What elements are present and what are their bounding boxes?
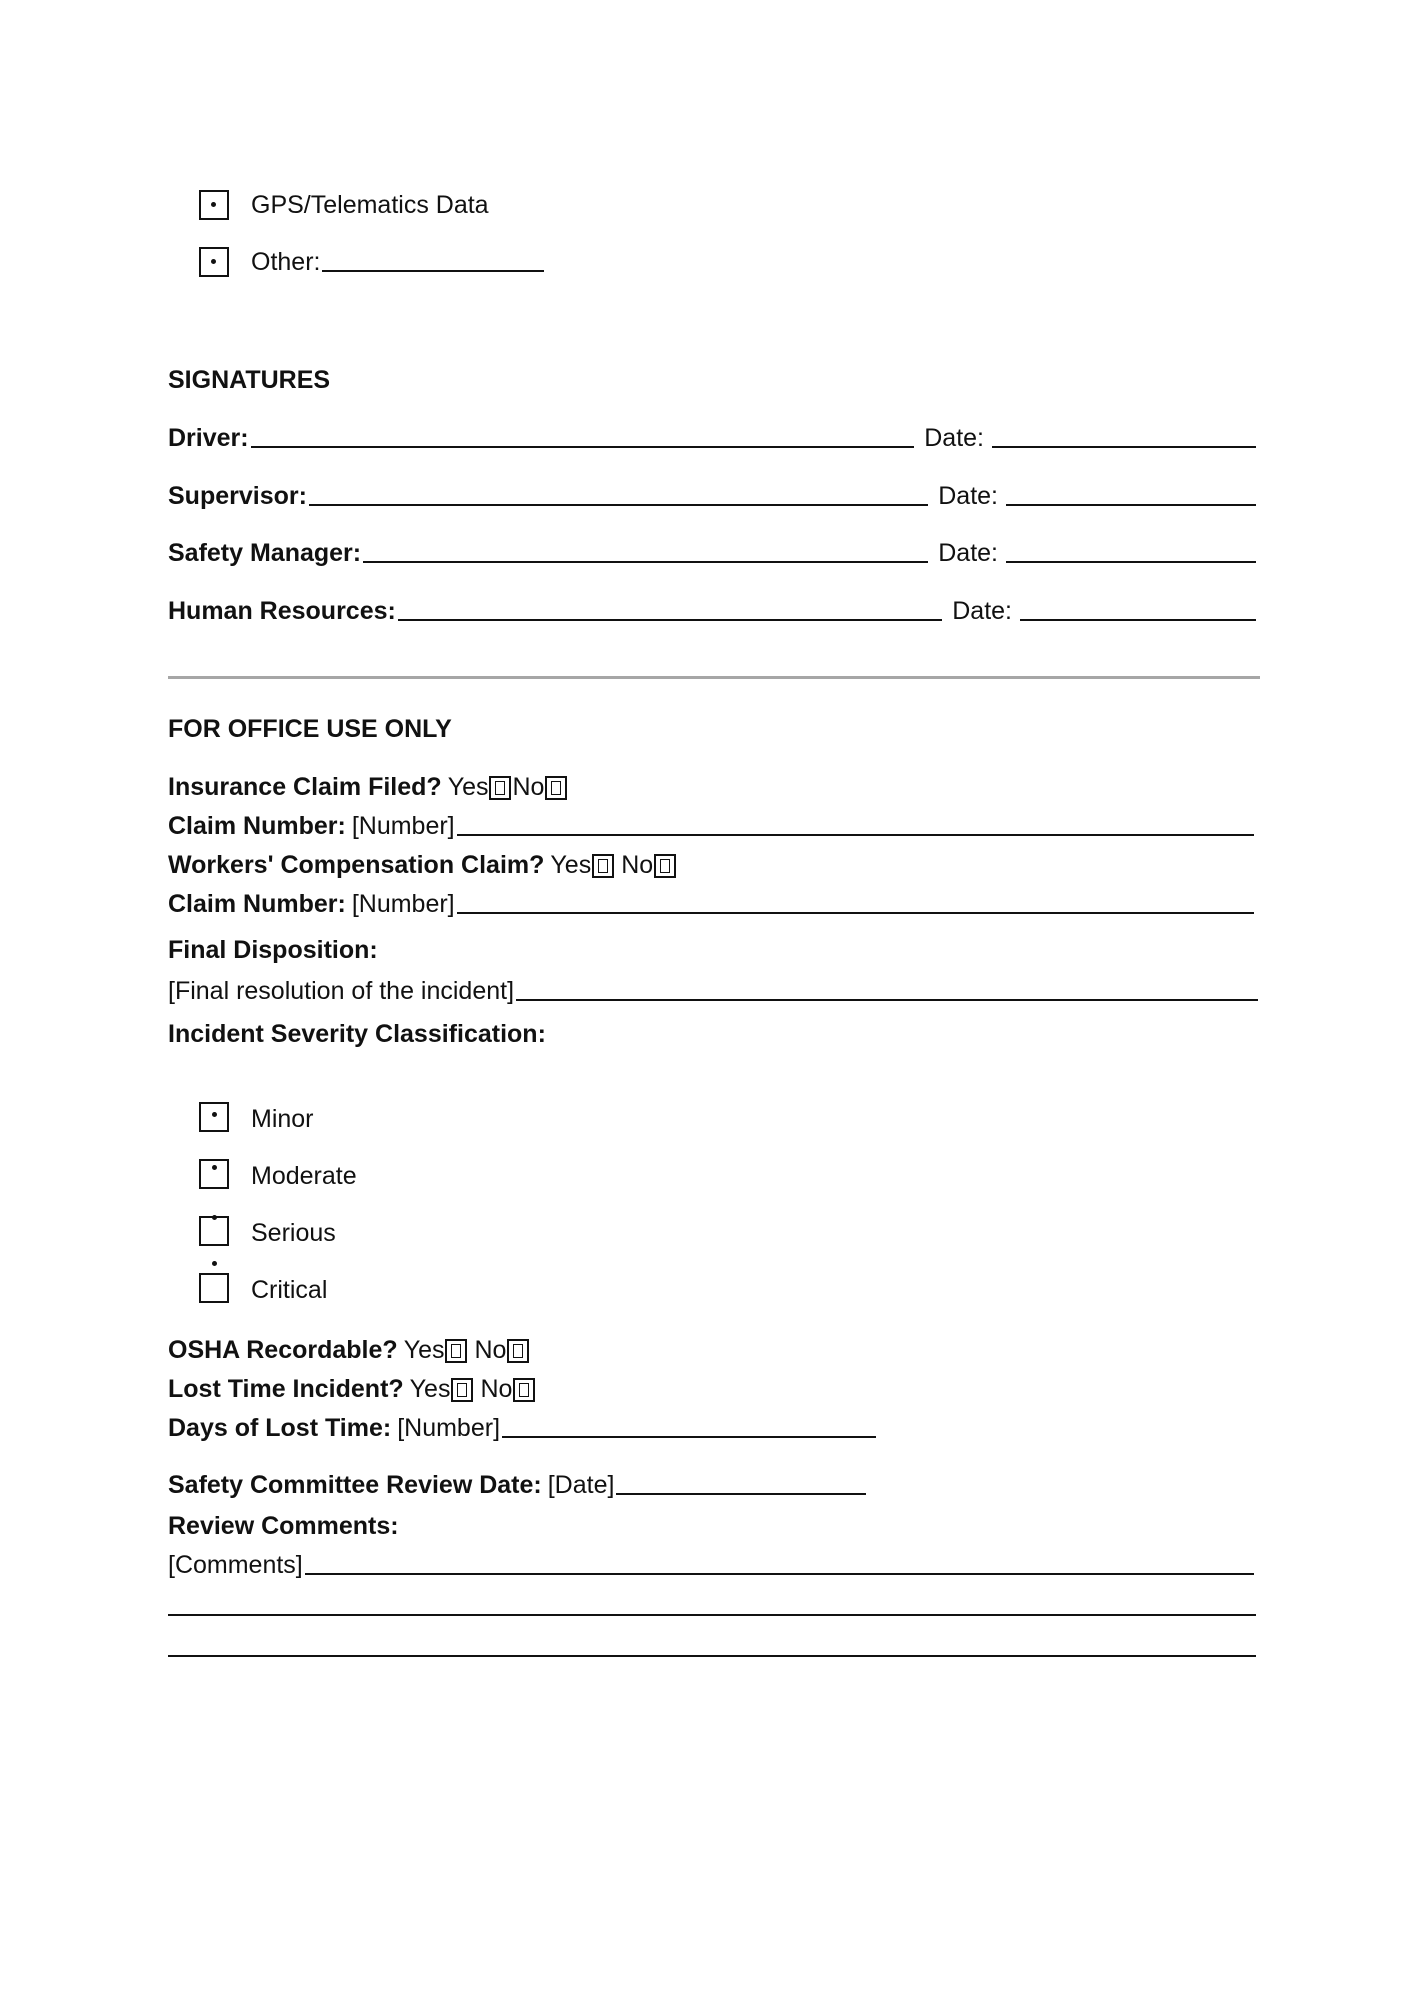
days-lost-row [168, 1412, 1256, 1444]
safety-manager-signature-label: Safety Manager: [168, 539, 362, 567]
review-date-value: [Date] [547, 1471, 615, 1499]
insurance-claim-number-line[interactable] [457, 834, 1254, 836]
osha-no-label: No [474, 1336, 507, 1364]
section-divider [168, 676, 1260, 679]
osha-yes-checkbox[interactable] [445, 1339, 467, 1363]
safety-manager-date-label: Date: [938, 539, 998, 567]
insurance-claim-number-label: Claim Number: [168, 812, 346, 840]
other-evidence-blank[interactable] [322, 270, 544, 272]
workers-comp-no-label: No [621, 851, 654, 879]
checkbox-dot-icon [211, 259, 216, 264]
driver-date-label: Date: [924, 424, 984, 452]
hr-date-label: Date: [952, 597, 1012, 625]
osha-recordable-row [168, 1334, 1256, 1366]
review-date-row [168, 1469, 1256, 1501]
review-date-label: Safety Committee Review Date: [168, 1471, 542, 1499]
days-lost-value: [Number] [397, 1414, 501, 1442]
supervisor-signature-row [168, 480, 1256, 512]
workers-comp-claim-number-row [168, 888, 1256, 920]
workers-comp-yes-label: Yes [550, 851, 592, 879]
workers-comp-claim-number-value: [Number] [351, 890, 455, 918]
supervisor-date-line[interactable] [1006, 504, 1256, 506]
supervisor-signature-label: Supervisor: [168, 482, 307, 510]
driver-signature-line[interactable] [251, 446, 915, 448]
lost-time-label: Lost Time Incident? [168, 1375, 404, 1403]
review-comments-value: [Comments] [168, 1551, 303, 1579]
severity-minor-checkbox[interactable] [199, 1102, 229, 1132]
final-disposition-line[interactable] [516, 999, 1258, 1001]
workers-comp-claim-number-label: Claim Number: [168, 890, 346, 918]
gps-telematics-label: GPS/Telematics Data [251, 191, 489, 219]
insurance-no-label: No [512, 773, 545, 801]
hr-signature-row [168, 595, 1256, 627]
other-evidence-row [251, 246, 544, 278]
driver-date-line[interactable] [992, 446, 1256, 448]
other-evidence-checkbox[interactable] [199, 247, 229, 277]
workers-comp-no-checkbox[interactable] [654, 854, 676, 878]
supervisor-date-label: Date: [938, 482, 998, 510]
checkbox-dot-icon [211, 202, 216, 207]
insurance-yes-label: Yes [447, 773, 489, 801]
review-comments-row [168, 1549, 1256, 1581]
driver-signature-row [168, 422, 1256, 454]
severity-critical-label: Critical [251, 1276, 328, 1304]
insurance-yes-checkbox[interactable] [489, 776, 511, 800]
lost-time-no-checkbox[interactable] [513, 1378, 535, 1402]
severity-minor-label: Minor [251, 1105, 314, 1133]
osha-no-checkbox[interactable] [507, 1339, 529, 1363]
review-date-line[interactable] [616, 1493, 866, 1495]
osha-recordable-label: OSHA Recordable? [168, 1336, 398, 1364]
severity-moderate-checkbox[interactable] [199, 1159, 229, 1189]
review-comments-line-3[interactable] [168, 1655, 1256, 1657]
insurance-claim-label: Insurance Claim Filed? [168, 773, 442, 801]
days-lost-line[interactable] [502, 1436, 876, 1438]
severity-critical-checkbox[interactable] [199, 1273, 229, 1303]
office-use-heading: FOR OFFICE USE ONLY [168, 715, 452, 743]
safety-manager-signature-row [168, 537, 1256, 569]
lost-time-no-label: No [480, 1375, 513, 1403]
days-lost-label: Days of Lost Time: [168, 1414, 392, 1442]
checkbox-dot-icon [212, 1215, 217, 1220]
workers-comp-label: Workers' Compensation Claim? [168, 851, 545, 879]
hr-date-line[interactable] [1020, 619, 1256, 621]
final-disposition-label: Final Disposition: [168, 936, 378, 964]
severity-serious-label: Serious [251, 1219, 336, 1247]
severity-moderate-label: Moderate [251, 1162, 357, 1190]
final-disposition-value: [Final resolution of the incident] [168, 977, 515, 1005]
hr-signature-line[interactable] [398, 619, 942, 621]
signatures-heading: SIGNATURES [168, 366, 331, 394]
severity-classification-label: Incident Severity Classification: [168, 1020, 546, 1048]
lost-time-yes-label: Yes [409, 1375, 451, 1403]
lost-time-row [168, 1373, 1256, 1405]
insurance-claim-number-value: [Number] [351, 812, 455, 840]
safety-manager-signature-line[interactable] [363, 561, 928, 563]
review-comments-line-2[interactable] [168, 1614, 1256, 1616]
review-comments-line-1[interactable] [305, 1573, 1254, 1575]
workers-comp-claim-number-line[interactable] [457, 912, 1254, 914]
insurance-no-checkbox[interactable] [545, 776, 567, 800]
checkbox-dot-icon [212, 1165, 217, 1170]
lost-time-yes-checkbox[interactable] [451, 1378, 473, 1402]
workers-comp-row [168, 849, 1256, 881]
insurance-claim-row [168, 771, 1256, 803]
review-comments-label: Review Comments: [168, 1512, 399, 1540]
gps-telematics-checkbox[interactable] [199, 190, 229, 220]
final-disposition-row [168, 975, 1260, 1007]
checkbox-dot-icon [212, 1261, 217, 1266]
checkbox-dot-icon [212, 1112, 217, 1117]
other-evidence-label: Other: [251, 248, 321, 276]
driver-signature-label: Driver: [168, 424, 249, 452]
safety-manager-date-line[interactable] [1006, 561, 1256, 563]
hr-signature-label: Human Resources: [168, 597, 396, 625]
severity-serious-checkbox[interactable] [199, 1216, 229, 1246]
insurance-claim-number-row [168, 810, 1256, 842]
osha-yes-label: Yes [403, 1336, 445, 1364]
workers-comp-yes-checkbox[interactable] [592, 854, 614, 878]
supervisor-signature-line[interactable] [309, 504, 928, 506]
